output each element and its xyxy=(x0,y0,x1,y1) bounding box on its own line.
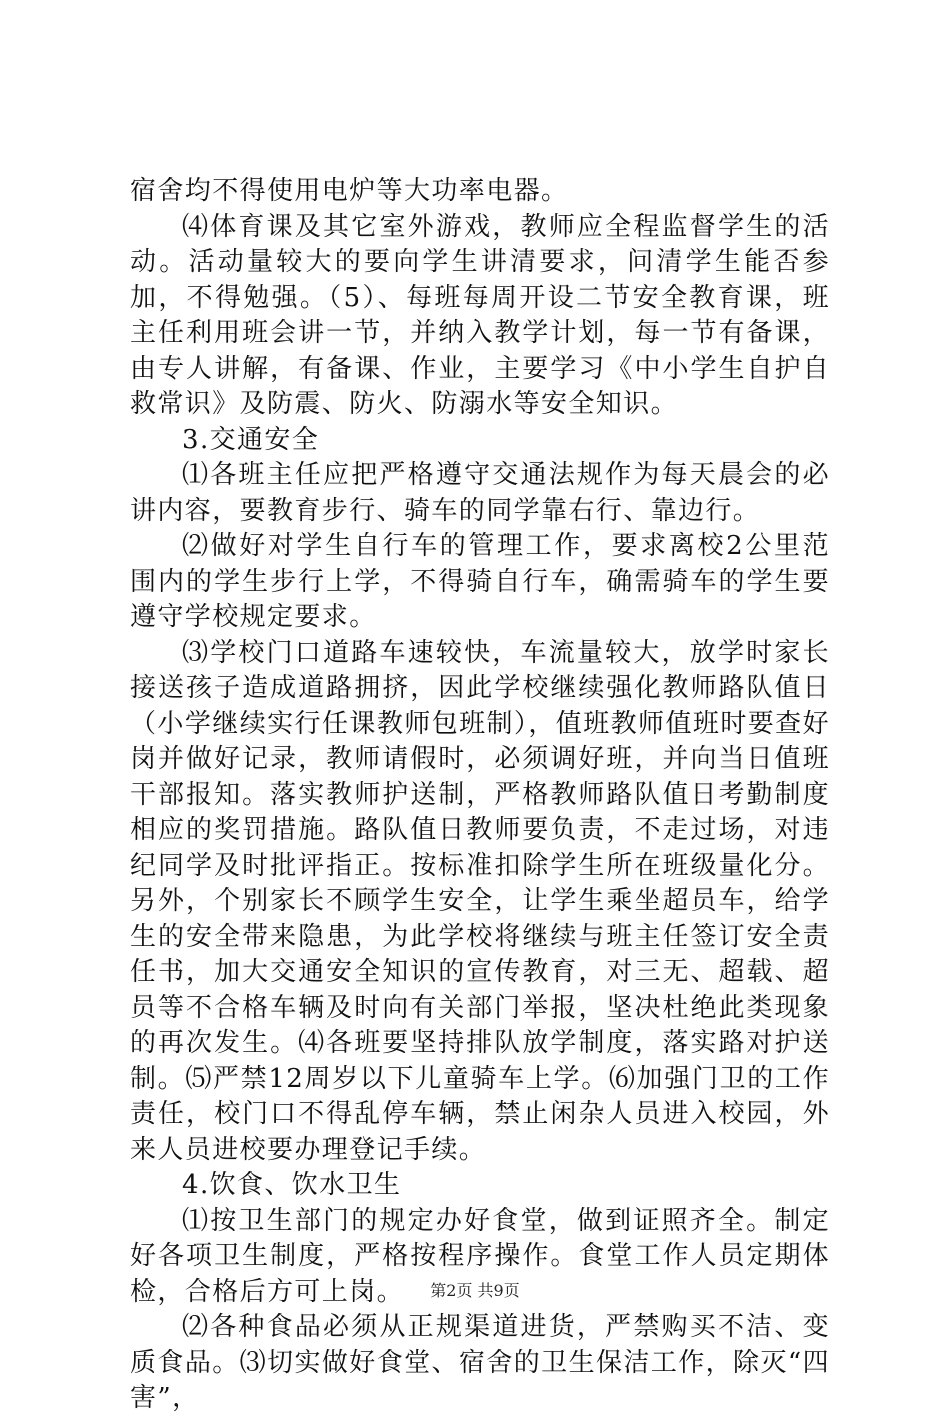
paragraph: ⑷体育课及其它室外游戏，教师应全程监督学生的活动。活动量较大的要向学生讲清要求，问清学生能否参加，不得勉强。（5）、每班每周开设二节安全教育课，班主任利用班会讲一节，并纳入教学计划，每一节有备课，由专人讲解，有备课、作业，主要学习《中小学生自护自救常识》及防震、防火、防溺水等安全知识。 xyxy=(130,211,830,419)
section-heading: 4.饮食、饮水卫生 xyxy=(182,1170,402,1200)
page-number-footer: 第2页 共9页 xyxy=(430,1281,520,1300)
paragraph: ⑵各种食品必须从正规渠道进货，严禁购买不洁、变质食品。⑶切实做好食堂、宿舍的卫生保洁工作，除灭“四害”， xyxy=(130,1312,830,1413)
paragraph: ⑵做好对学生自行车的管理工作，要求离校2公里范围内的学生步行上学，不得骑自行车，确需骑车的学生要遵守学校规定要求。 xyxy=(130,531,830,632)
section-heading: 3.交通安全 xyxy=(182,424,320,455)
paragraph: ⑴各班主任应把严格遵守交通法规作为每天晨会的必讲内容，要教育步行、骑车的同学靠右行、靠边行。 xyxy=(130,460,830,526)
paragraph: 宿舍均不得使用电炉等大功率电器。 xyxy=(130,176,569,206)
document-body xyxy=(130,174,830,1417)
paragraph: ⑴按卫生部门的规定办好食堂，做到证照齐全。制定好各项卫生制度，严格按程序操作。食堂工作人员定期体检，合格后方可上岗。 xyxy=(130,1205,830,1307)
paragraph: ⑶学校门口道路车速较快，车流量较大，放学时家长接送孩子造成道路拥挤，因此学校继续强化教师路队值日（小学继续实行任课教师包班制），值班教师值班时要查好岗并做好记录，教师请假时，必须调好班，并向当日值班干部报知。落实教师护送制，严格教师路队值日考勤制度相应的奖罚措施。路队值日教师要负责，不走过场，对违纪同学及时批评指正。按标准扣除学生所在班级量化分。另外，个别家长不顾学生安全，让学生乘坐超员车，给学生的安全带来隐患，为此学校将继续与班主任签订安全责任书，加大交通安全知识的宣传教育，对三无、超载、超员等不合格车辆及时向有关部门举报，坚决杜绝此类现象的再次发生。⑷各班要坚持排队放学制度，落实路对护送制。⑸严禁12周岁以下儿童骑车上学。⑹加强门卫的工作责任，校门口不得乱停车辆，禁止闲杂人员进入校园，外来人员进校要办理登记手续。 xyxy=(130,637,830,1165)
